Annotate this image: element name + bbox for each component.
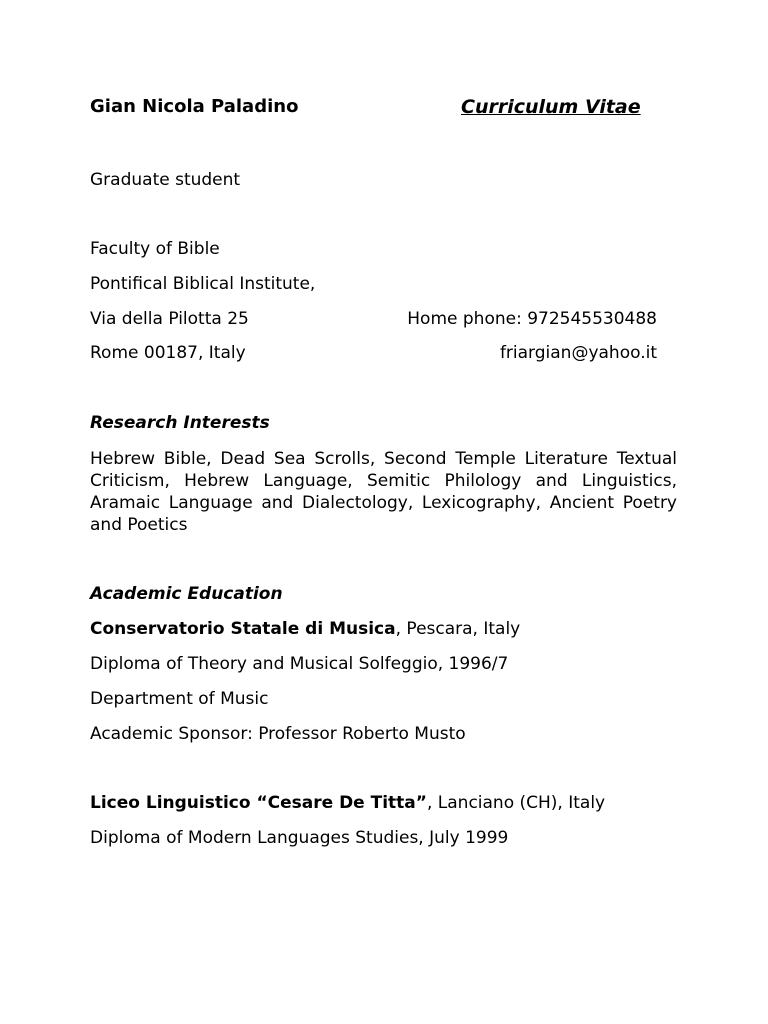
address-line-2: Pontifical Biblical Institute, — [90, 274, 316, 294]
position-title: Graduate student — [90, 170, 241, 190]
education-detail: Diploma of Theory and Musical Solfeggio, 1996/7 — [90, 654, 509, 674]
home-phone: Home phone: 972545530488 — [407, 309, 657, 329]
education-heading: Academic Education — [90, 584, 283, 604]
research-heading: Research Interests — [90, 413, 270, 433]
education-entry-1 — [90, 619, 520, 639]
education-detail: Department of Music — [90, 689, 269, 709]
institution-name: Conservatorio Statale di Musica — [90, 619, 396, 639]
address-line-3: Via della Pilotta 25 — [90, 309, 249, 329]
person-name: Gian Nicola Paladino — [90, 96, 299, 117]
institution-name: Liceo Linguistico “Cesare De Titta” — [90, 793, 427, 813]
address-line-1: Faculty of Bible — [90, 239, 220, 259]
research-text: Hebrew Bible, Dead Sea Scrolls, Second Temple Literature Textual Criticism, Hebrew Language, Semitic Philology and Linguistics, Aramaic Language and Dialectology, Lexicography, Ancient Poetry and Poetics — [90, 449, 677, 535]
education-detail: Diploma of Modern Languages Studies, July 1999 — [90, 828, 509, 848]
institution-location: , Lanciano (CH), Italy — [426, 793, 606, 813]
address-line-4: Rome 00187, Italy — [90, 343, 246, 363]
education-detail: Academic Sponsor: Professor Roberto Musto — [90, 724, 466, 744]
email-link[interactable]: friargian@yahoo.it — [499, 343, 657, 363]
institution-location: , Pescara, Italy — [395, 619, 521, 639]
education-entry-2 — [90, 793, 605, 813]
document-title: Curriculum Vitae — [461, 96, 641, 118]
